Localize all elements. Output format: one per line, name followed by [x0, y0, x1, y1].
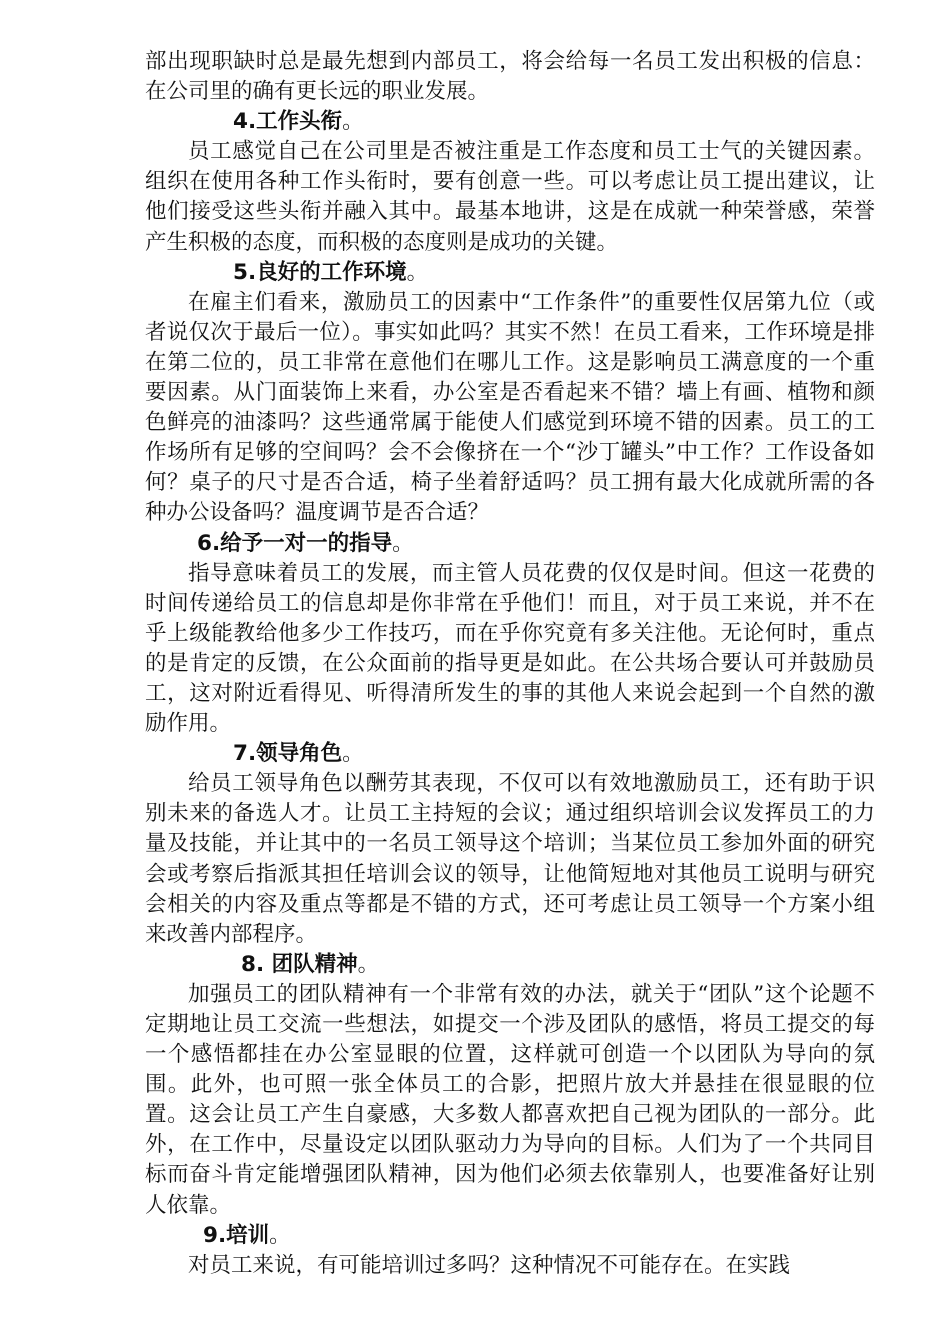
- section-title: 团队精神: [271, 951, 358, 977]
- section-number: 4.: [233, 109, 257, 135]
- section-title: 给予一对一的指导: [220, 530, 393, 556]
- section-title: 良好的工作环境: [256, 259, 407, 285]
- section-title: 培训: [226, 1222, 270, 1248]
- heading-punctuation: 。: [406, 259, 429, 285]
- section-number: 7.: [233, 741, 257, 767]
- heading-punctuation: 。: [269, 1222, 291, 1248]
- paragraph-job-title: 员工感觉自己在公司里是否被注重是工作态度和员工士气的关键因素。组织在使用各种工作头衔时，要有创意一些。可以考虑让员工提出建议，让他们接受这些头衔并融入其中。最基本地讲，这是在成就一种荣誉感，荣誉产生积极的态度，而积极的态度则是成功的关键。: [145, 139, 875, 255]
- section-heading-5: [145, 258, 875, 288]
- section-title: 工作头衔: [256, 109, 343, 135]
- section-heading-7: [145, 739, 875, 769]
- section-number: 9.: [203, 1222, 227, 1248]
- paragraph-leadership: 给员工领导角色以酬劳其表现，不仅可以有效地激励员工，还有助于识别未来的备选人才。让员工主持短的会议；通过组织培训会议发挥员工的力量及技能，并让其中的一名员工领导这个培训；当某位员工参加外面的研究会或考察后指派其担任培训会议的领导，让他简短地对其他员工说明与研究会相关的内容及重点等都是不错的方式，还可考虑让员工领导一个方案小组来改善内部程序。: [145, 771, 875, 947]
- section-heading-6: [145, 529, 875, 559]
- section-number: 6.: [197, 530, 221, 556]
- paragraph-intro: 部出现职缺时总是最先想到内部员工，将会给每一名员工发出积极的信息：在公司里的确有更长远的职业发展。: [145, 49, 875, 105]
- section-heading-9: [145, 1221, 875, 1251]
- paragraph-training: 对员工来说，有可能培训过多吗？这种情况不可能存在。在实践: [188, 1252, 791, 1278]
- document-page: [145, 47, 875, 1281]
- paragraph-coaching: 指导意味着员工的发展，而主管人员花费的仅仅是时间。但这一花费的时间传递给员工的信息却是你非常在乎他们！而且，对于员工来说，并不在乎上级能教给他多少工作技巧，而在乎你究竟有多关注他。无论何时，重点的是肯定的反馈，在公众面前的指导更是如此。在公共场合要认可并鼓励员工，这对附近看得见、听得清所发生的事的其他人来说会起到一个自然的激励作用。: [145, 560, 875, 737]
- heading-punctuation: 。: [357, 951, 380, 977]
- section-number: 5.: [233, 259, 257, 285]
- section-heading-4: [145, 107, 875, 137]
- heading-punctuation: 。: [392, 530, 414, 556]
- section-number: 8.: [241, 951, 272, 977]
- heading-punctuation: 。: [342, 741, 364, 767]
- section-heading-8: [145, 950, 875, 980]
- heading-punctuation: 。: [342, 109, 364, 135]
- paragraph-work-environment: 在雇主们看来，激励员工的因素中“工作条件”的重要性仅居第九位（或者说仅次于最后一位）。事实如此吗？其实不然！在员工看来，工作环境是排在第二位的，员工非常在意他们在哪儿工作。这是影响员工满意度的一个重要因素。从门面装饰上来看，办公室是否看起来不错？墙上有画、植物和颜色鲜亮的油漆吗？这些通常属于能使人们感觉到环境不错的因素。员工的工作场所有足够的空间吗？会不会像挤在一个“沙丁罐头”中工作？工作设备如何？桌子的尺寸是否合适，椅子坐着舒适吗？员工拥有最大化成就所需的各种办公设备吗？温度调节是否合适？: [145, 289, 875, 526]
- section-title: 领导角色: [256, 741, 343, 767]
- paragraph-team-spirit: 加强员工的团队精神有一个非常有效的办法，就关于“团队”这个论题不定期地让员工交流一些想法，如提交一个涉及团队的感悟，将员工提交的每一个感悟都挂在办公室显眼的位置，这样就可创造一个以团队为导向的氛围。此外，也可照一张全体员工的合影，把照片放大并悬挂在很显眼的位置。这会让员工产生自豪感，大多数人都喜欢把自己视为团队的一部分。此外，在工作中，尽量设定以团队驱动力为导向的目标。人们为了一个共同目标而奋斗肯定能增强团队精神，因为他们必须去依靠别人，也要准备好让别人依靠。: [145, 981, 875, 1218]
